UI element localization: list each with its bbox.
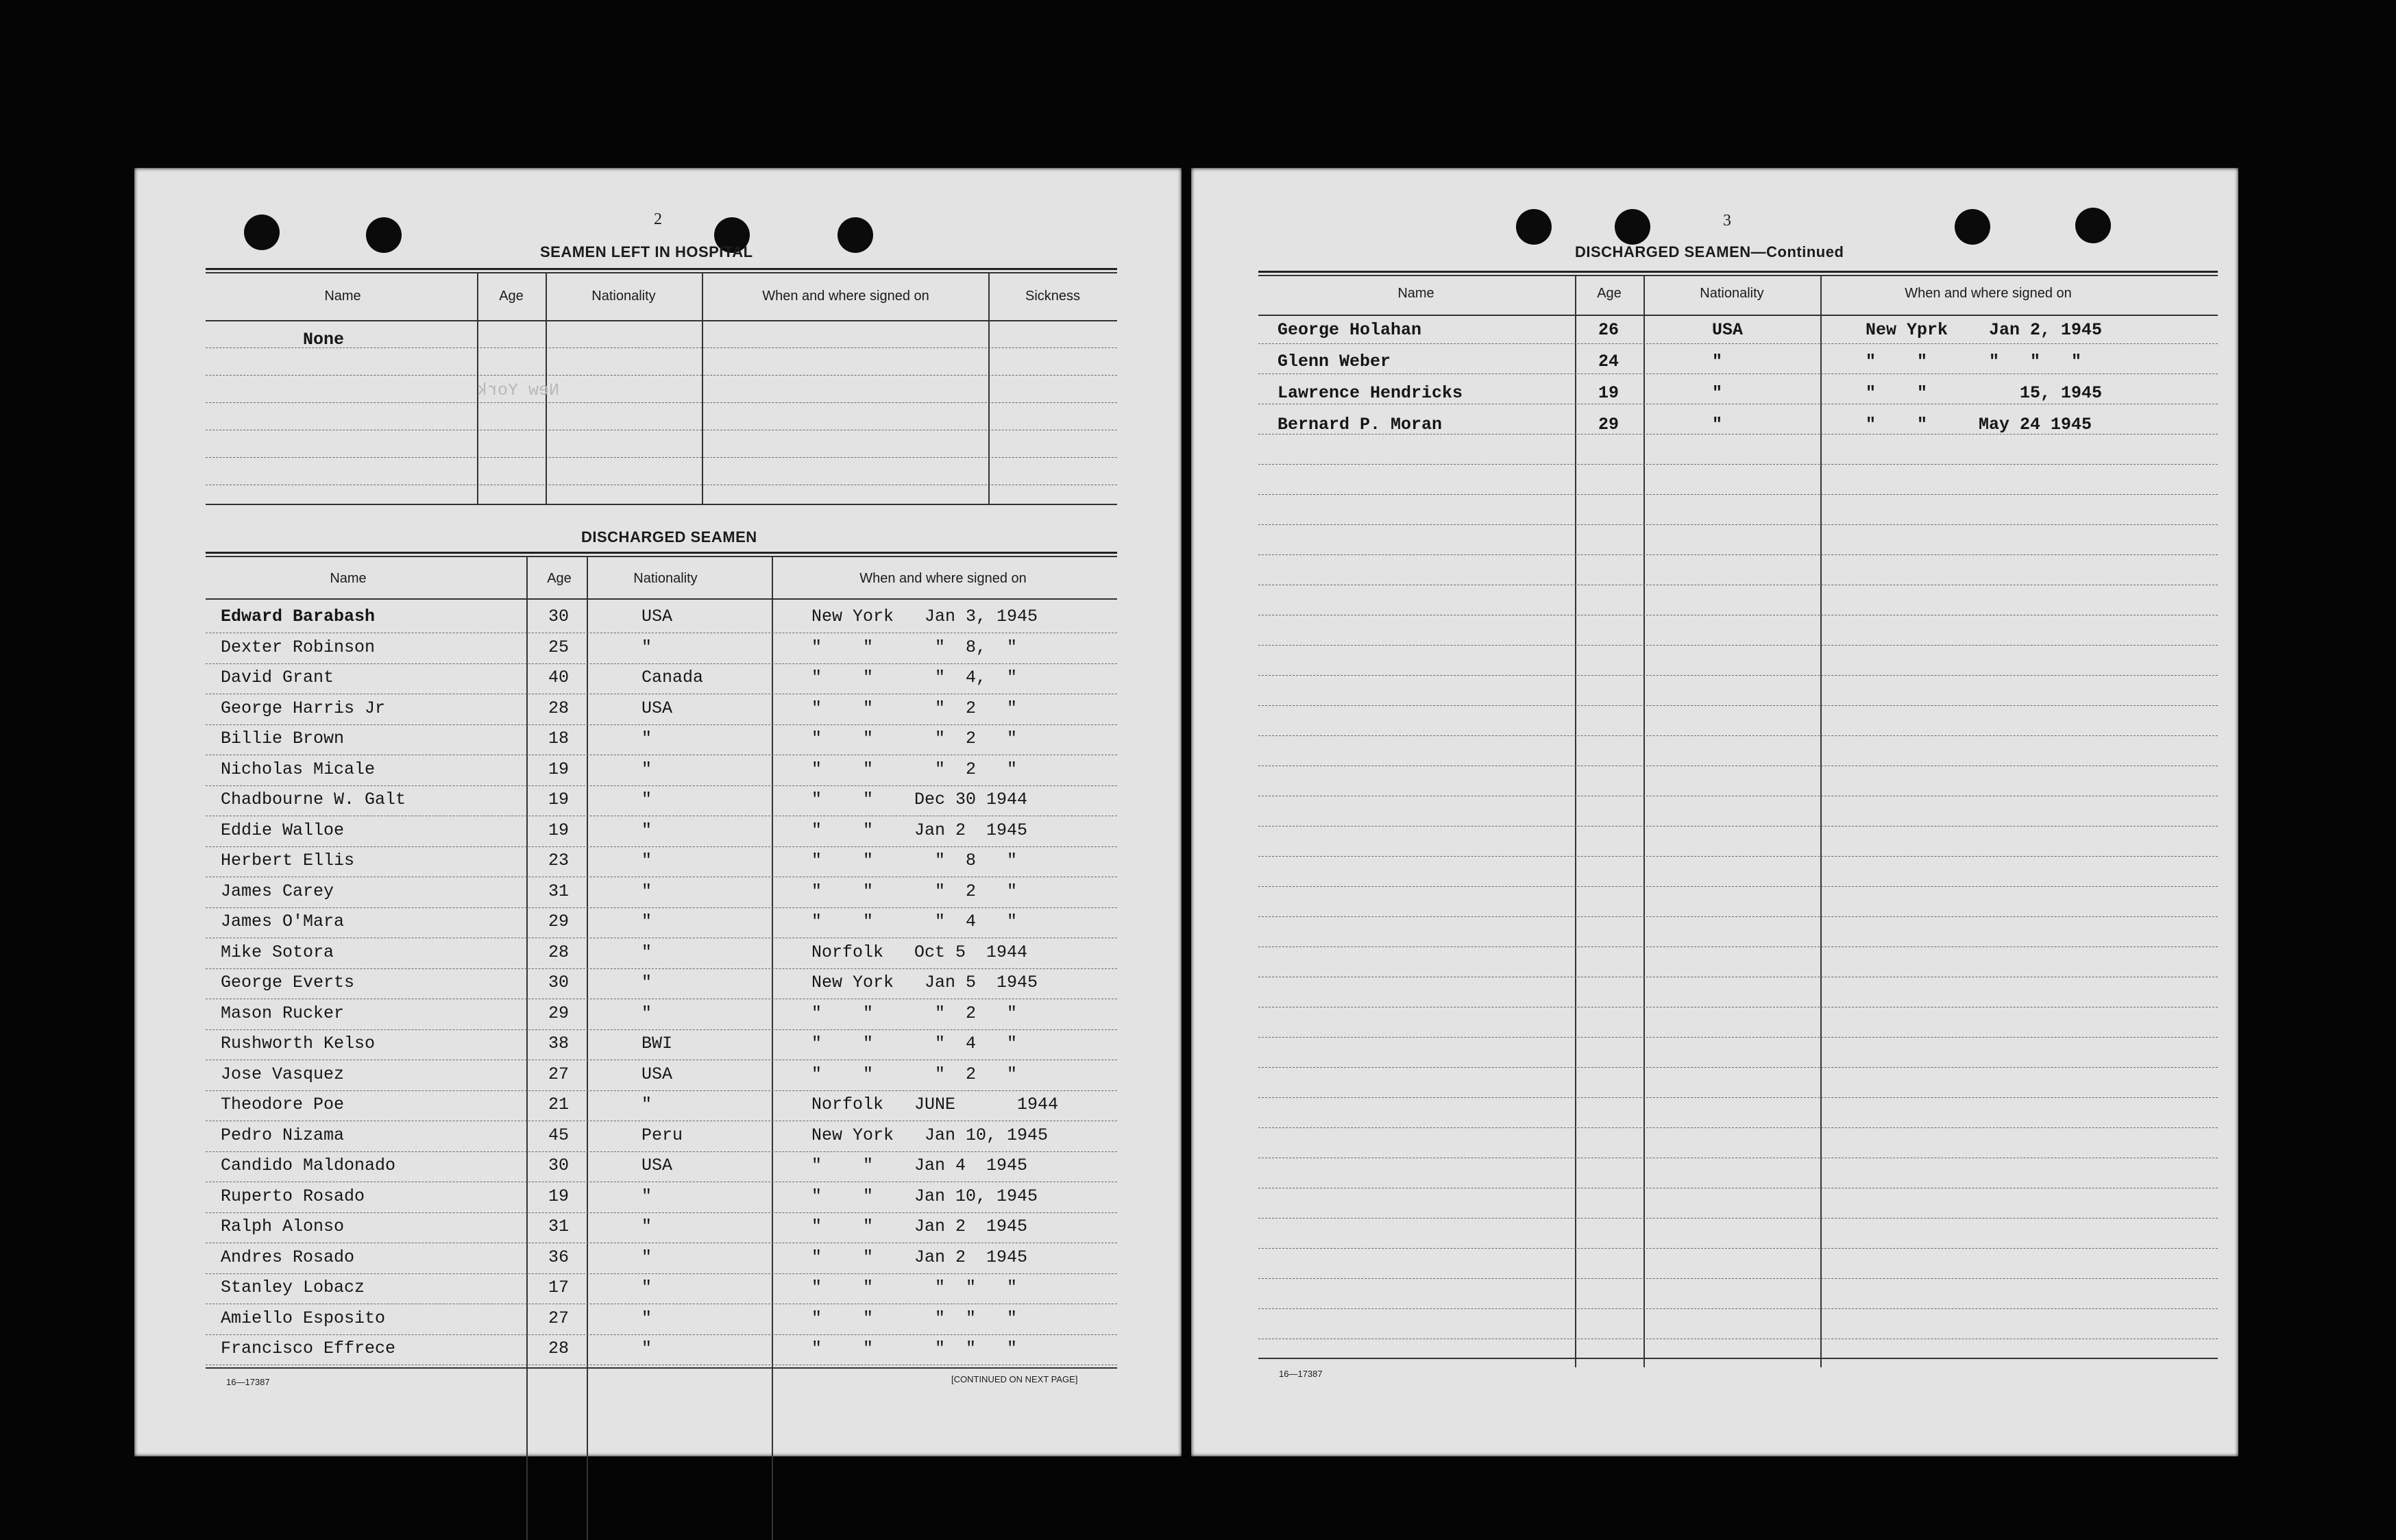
table-row-rule <box>1258 856 2218 857</box>
punch-hole <box>1615 209 1650 245</box>
table-border <box>1258 275 2218 276</box>
table-row-rule <box>206 1060 1117 1061</box>
seaman-signed-on: Norfolk Oct 5 1944 <box>811 942 1028 962</box>
seaman-signed-on: " " " " " <box>811 1308 1018 1328</box>
table-row-rule <box>1258 404 2218 405</box>
punch-hole <box>2075 208 2111 243</box>
discharged-continued-title: DISCHARGED SEAMEN—Continued <box>1575 243 1844 260</box>
seaman-nationality: " <box>641 1308 652 1328</box>
seaman-signed-on: " " " 2 " <box>811 1003 1018 1023</box>
seaman-name: Dexter Robinson <box>221 637 376 657</box>
table-row-rule <box>1258 1158 2218 1159</box>
seaman-nationality: " <box>641 1217 652 1236</box>
table-row-rule <box>206 938 1117 939</box>
right-page <box>1191 168 2238 1456</box>
table-row-rule <box>1258 766 2218 767</box>
seaman-nationality: " <box>641 912 652 931</box>
seaman-name: Lawrence Hendricks <box>1278 383 1463 403</box>
seaman-signed-on: New York Jan 5 1945 <box>811 973 1038 992</box>
seaman-nationality: " <box>1712 415 1723 435</box>
table-header-rule <box>1258 315 2218 316</box>
seaman-name: Edward Barabash <box>221 607 376 626</box>
hospital-section-title: SEAMEN LEFT IN HOSPITAL <box>540 243 753 260</box>
column-header-signed-on: When and where signed on <box>859 571 1027 586</box>
seaman-signed-on: " " Dec 30 1944 <box>811 790 1028 809</box>
seaman-signed-on: " " " 2 " <box>811 759 1018 779</box>
seaman-age: 19 <box>548 820 570 840</box>
table-row-rule <box>1258 1308 2218 1310</box>
seaman-name: Bernard P. Moran <box>1278 415 1443 435</box>
seaman-age: 30 <box>548 973 570 992</box>
seaman-age: 31 <box>548 1217 570 1236</box>
column-header-name: Name <box>1397 286 1434 301</box>
table-row-rule <box>1258 585 2218 586</box>
table-row-rule <box>1258 645 2218 646</box>
seaman-name: Chadbourne W. Galt <box>221 790 406 809</box>
table-row-rule <box>1258 343 2218 345</box>
column-divider <box>587 556 588 1540</box>
column-header-signed-on: When and where signed on <box>762 289 929 304</box>
seaman-signed-on: " " Jan 2 1945 <box>811 1217 1028 1236</box>
table-header-rule <box>206 320 1117 321</box>
column-divider <box>1643 275 1645 1367</box>
table-row-rule <box>206 877 1117 878</box>
seaman-name: Billie Brown <box>221 729 345 748</box>
seaman-nationality: BWI <box>641 1034 673 1053</box>
seaman-name: George Harris Jr <box>221 698 386 718</box>
table-row-rule <box>206 785 1117 787</box>
seaman-name: George Everts <box>221 973 355 992</box>
seaman-name: Mike Sotora <box>221 942 334 962</box>
seaman-age: 30 <box>548 607 570 626</box>
column-divider <box>988 272 990 505</box>
seaman-name: David Grant <box>221 668 334 687</box>
seaman-age: 29 <box>548 912 570 931</box>
table-row-rule <box>206 755 1117 756</box>
seaman-nationality: " <box>641 729 652 748</box>
column-header-name: Name <box>324 289 361 304</box>
table-row-rule <box>1258 1007 2218 1008</box>
seaman-nationality: " <box>641 1339 652 1358</box>
table-border <box>206 556 1117 557</box>
seaman-signed-on: New Yprk Jan 2, 1945 <box>1866 320 2103 340</box>
table-row-rule <box>206 430 1117 431</box>
table-row-rule <box>1258 977 2218 978</box>
table-header-rule <box>206 598 1117 600</box>
column-divider <box>702 272 703 505</box>
seaman-signed-on: " " " 2 " <box>811 729 1018 748</box>
column-divider <box>772 556 773 1540</box>
column-header-age: Age <box>499 289 524 304</box>
table-row-rule <box>1258 916 2218 918</box>
seaman-age: 25 <box>548 637 570 657</box>
seaman-age: 21 <box>548 1095 570 1114</box>
table-row-rule <box>206 485 1117 486</box>
seaman-nationality: " <box>641 1003 652 1023</box>
seaman-name: Nicholas Micale <box>221 759 376 779</box>
column-header-age: Age <box>1597 286 1622 301</box>
seaman-age: 29 <box>1598 415 1619 435</box>
column-header-nationality: Nationality <box>1700 286 1764 301</box>
punch-hole <box>366 217 402 253</box>
table-border <box>206 268 1117 270</box>
table-border <box>206 272 1117 273</box>
seaman-age: 36 <box>548 1247 570 1267</box>
seaman-age: 23 <box>548 851 570 870</box>
table-row-rule <box>1258 615 2218 616</box>
table-row-rule <box>1258 1218 2218 1219</box>
punch-hole <box>1516 209 1552 245</box>
table-row-rule <box>1258 1067 2218 1068</box>
seaman-name: James Carey <box>221 881 334 901</box>
table-row-rule <box>1258 886 2218 888</box>
seaman-name: Candido Maldonado <box>221 1156 396 1175</box>
table-row-rule <box>1258 464 2218 465</box>
seaman-nationality: " <box>641 637 652 657</box>
seaman-age: 19 <box>548 790 570 809</box>
seaman-age: 24 <box>1598 352 1619 371</box>
table-row-rule <box>1258 494 2218 496</box>
seaman-signed-on: " " Jan 2 1945 <box>811 820 1028 840</box>
bleed-through-mark: New York <box>477 380 560 400</box>
table-row-rule <box>206 694 1117 695</box>
seaman-signed-on: New York Jan 10, 1945 <box>811 1125 1049 1145</box>
seaman-age: 19 <box>548 1186 570 1206</box>
table-row-rule <box>206 999 1117 1000</box>
seaman-nationality: USA <box>641 698 673 718</box>
seaman-nationality: " <box>641 942 652 962</box>
seaman-nationality: " <box>641 1278 652 1297</box>
seaman-signed-on: " " Jan 10, 1945 <box>811 1186 1038 1206</box>
seaman-age: 19 <box>1598 383 1619 403</box>
seaman-nationality: " <box>1712 383 1723 403</box>
table-row-rule <box>206 457 1117 459</box>
column-header-age: Age <box>547 571 572 586</box>
table-row-rule <box>1258 1278 2218 1280</box>
seaman-nationality: Canada <box>641 668 704 687</box>
seaman-signed-on: " " " 2 " <box>811 1064 1018 1084</box>
left-page <box>134 168 1182 1456</box>
table-row-rule <box>206 1029 1117 1031</box>
seaman-nationality: Peru <box>641 1125 683 1145</box>
table-row-rule <box>206 816 1117 817</box>
seaman-name: Pedro Nizama <box>221 1125 345 1145</box>
seaman-signed-on: " " " 8, " <box>811 637 1018 657</box>
table-row-rule <box>1258 1188 2218 1189</box>
table-row-rule <box>1258 826 2218 827</box>
column-divider <box>1820 275 1822 1367</box>
seaman-age: 38 <box>548 1034 570 1053</box>
table-row-rule <box>1258 1037 2218 1038</box>
seaman-age: 27 <box>548 1064 570 1084</box>
seaman-name: George Holahan <box>1278 320 1422 340</box>
seaman-signed-on: " " Jan 4 1945 <box>811 1156 1028 1175</box>
seaman-name: Ruperto Rosado <box>221 1186 365 1206</box>
seaman-signed-on: " " " " " <box>811 1278 1018 1297</box>
table-row-rule <box>1258 705 2218 707</box>
hospital-entry: None <box>303 330 345 350</box>
seaman-name: Theodore Poe <box>221 1095 345 1114</box>
table-row-rule <box>1258 554 2218 556</box>
page-number: 3 <box>1723 212 1731 230</box>
seaman-signed-on: " " " 8 " <box>811 851 1018 870</box>
table-row-rule <box>1258 675 2218 676</box>
table-row-rule <box>206 1243 1117 1244</box>
table-row-rule <box>206 907 1117 909</box>
table-border <box>1258 1358 2218 1359</box>
table-row-rule <box>206 846 1117 848</box>
column-divider <box>526 556 528 1540</box>
table-row-rule <box>1258 796 2218 797</box>
seaman-name: Eddie Walloe <box>221 820 345 840</box>
seaman-nationality: " <box>641 1095 652 1114</box>
table-row-rule <box>1258 1248 2218 1249</box>
table-row-rule <box>206 1365 1117 1366</box>
seaman-signed-on: " " " 2 " <box>811 881 1018 901</box>
seaman-signed-on: " " May 24 1945 <box>1866 415 2092 435</box>
seaman-signed-on: " " " 4, " <box>811 668 1018 687</box>
seaman-name: Amiello Esposito <box>221 1308 386 1328</box>
table-row-rule <box>1258 1127 2218 1129</box>
column-header-nationality: Nationality <box>591 289 656 304</box>
seaman-name: Mason Rucker <box>221 1003 345 1023</box>
punch-hole <box>1955 209 1990 245</box>
seaman-age: 28 <box>548 698 570 718</box>
seaman-nationality: " <box>641 973 652 992</box>
table-border <box>206 552 1117 554</box>
seaman-signed-on: Norfolk JUNE 1944 <box>811 1095 1059 1114</box>
seaman-nationality: USA <box>641 607 673 626</box>
form-number: 16—17387 <box>226 1377 270 1387</box>
punch-hole <box>244 215 280 250</box>
seaman-age: 27 <box>548 1308 570 1328</box>
form-number: 16—17387 <box>1279 1369 1323 1379</box>
column-header-name: Name <box>330 571 367 586</box>
table-row-rule <box>206 968 1117 970</box>
table-row-rule <box>206 633 1117 634</box>
table-row-rule <box>206 1212 1117 1214</box>
table-row-rule <box>206 1121 1117 1122</box>
punch-hole <box>838 217 873 253</box>
seaman-signed-on: " " Jan 2 1945 <box>811 1247 1028 1267</box>
table-row-rule <box>206 402 1117 404</box>
seaman-nationality: " <box>641 759 652 779</box>
seaman-signed-on: New York Jan 3, 1945 <box>811 607 1038 626</box>
table-row-rule <box>1258 374 2218 375</box>
table-row-rule <box>206 375 1117 376</box>
seaman-age: 17 <box>548 1278 570 1297</box>
seaman-name: Rushworth Kelso <box>221 1034 376 1053</box>
seaman-age: 18 <box>548 729 570 748</box>
column-header-signed-on: When and where signed on <box>1905 286 2072 301</box>
seaman-name: Andres Rosado <box>221 1247 355 1267</box>
seaman-age: 29 <box>548 1003 570 1023</box>
table-row-rule <box>206 1304 1117 1305</box>
seaman-age: 19 <box>548 759 570 779</box>
seaman-signed-on: " " " 4 " <box>811 912 1018 931</box>
seaman-age: 31 <box>548 881 570 901</box>
seaman-signed-on: " " " " " <box>811 1339 1018 1358</box>
seaman-nationality: " <box>641 881 652 901</box>
table-row-rule <box>1258 1097 2218 1099</box>
seaman-nationality: " <box>641 851 652 870</box>
seaman-nationality: USA <box>1712 320 1744 340</box>
table-row-rule <box>206 1151 1117 1153</box>
seaman-signed-on: " " " 2 " <box>811 698 1018 718</box>
page-number: 2 <box>654 210 662 228</box>
table-border <box>206 1367 1117 1369</box>
table-row-rule <box>206 1273 1117 1275</box>
seaman-nationality: USA <box>641 1064 673 1084</box>
seaman-age: 40 <box>548 668 570 687</box>
seaman-name: James O'Mara <box>221 912 345 931</box>
seaman-nationality: " <box>641 820 652 840</box>
seaman-nationality: " <box>1712 352 1723 371</box>
table-row-rule <box>1258 1339 2218 1340</box>
column-divider <box>1575 275 1576 1367</box>
column-header-sickness: Sickness <box>1025 289 1081 304</box>
seaman-signed-on: " " 15, 1945 <box>1866 383 2103 403</box>
seaman-nationality: " <box>641 1247 652 1267</box>
seaman-age: 28 <box>548 1339 570 1358</box>
seaman-name: Herbert Ellis <box>221 851 355 870</box>
seaman-age: 30 <box>548 1156 570 1175</box>
continued-note: [CONTINUED ON NEXT PAGE] <box>951 1374 1078 1384</box>
seaman-name: Glenn Weber <box>1278 352 1391 371</box>
seaman-age: 26 <box>1598 320 1619 340</box>
seaman-name: Jose Vasquez <box>221 1064 345 1084</box>
table-row-rule <box>206 724 1117 726</box>
discharged-section-title: DISCHARGED SEAMEN <box>581 528 757 546</box>
table-row-rule <box>1258 946 2218 948</box>
table-row-rule <box>206 1090 1117 1092</box>
seaman-nationality: " <box>641 1186 652 1206</box>
seaman-nationality: USA <box>641 1156 673 1175</box>
seaman-signed-on: " " " " " <box>1866 352 2082 371</box>
seaman-age: 45 <box>548 1125 570 1145</box>
column-header-nationality: Nationality <box>633 571 698 586</box>
seaman-age: 28 <box>548 942 570 962</box>
table-row-rule <box>1258 735 2218 737</box>
table-border <box>206 504 1117 505</box>
table-border <box>1258 271 2218 273</box>
seaman-name: Stanley Lobacz <box>221 1278 365 1297</box>
seaman-nationality: " <box>641 790 652 809</box>
table-row-rule <box>206 1182 1117 1183</box>
table-row-rule <box>206 663 1117 665</box>
seaman-name: Francisco Effrece <box>221 1339 396 1358</box>
table-row-rule <box>1258 524 2218 526</box>
seaman-name: Ralph Alonso <box>221 1217 345 1236</box>
seaman-signed-on: " " " 4 " <box>811 1034 1018 1053</box>
table-row-rule <box>206 1334 1117 1336</box>
